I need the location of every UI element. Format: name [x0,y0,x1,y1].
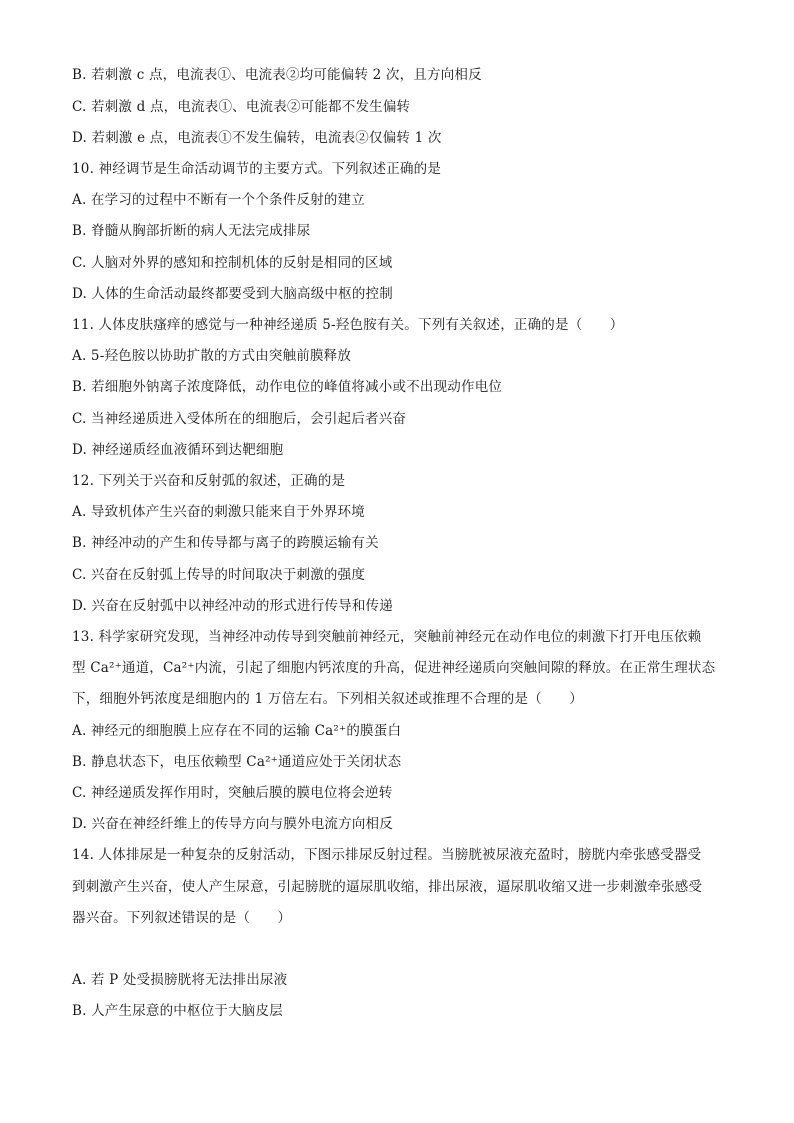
question-13-stem-line-3: 下，细胞外钙浓度是细胞内的 1 万倍左右。下列相关叙述或推理不合理的是（ ） [72,691,583,707]
question-10-option-b: B. 脊髓从胸部折断的病人无法完成排尿 [72,223,311,239]
question-12-option-c: C. 兴奋在反射弧上传导的时间取决于刺激的强度 [72,567,366,583]
question-9-option-c: C. 若刺激 d 点，电流表①、电流表②可能都不发生偏转 [72,99,411,115]
question-12-option-b: B. 神经冲动的产生和传导都与离子的跨膜运输有关 [72,535,379,551]
question-10-stem: 10. 神经调节是生命活动调节的主要方式。下列叙述正确的是 [72,161,442,177]
question-12-option-d: D. 兴奋在反射弧中以神经冲动的形式进行传导和传递 [72,598,393,614]
question-13-option-d: D. 兴奋在神经纤维上的传导方向与膜外电流方向相反 [72,816,393,832]
question-13-option-b: B. 静息状态下，电压依赖型 Ca²⁺通道应处于关闭状态 [72,754,402,770]
question-12-option-a: A. 导致机体产生兴奋的刺激只能来自于外界环境 [72,504,365,520]
question-13-stem-line-1: 13. 科学家研究发现，当神经冲动传导到突触前神经元，突触前神经元在动作电位的刺激下打开电压依赖 [72,629,702,645]
question-11-option-d: D. 神经递质经血液循环到达靶细胞 [72,442,284,458]
question-11-option-a: A. 5-羟色胺以协助扩散的方式由突触前膜释放 [72,348,352,364]
question-10-option-d: D. 人体的生命活动最终都要受到大脑高级中枢的控制 [72,286,393,302]
question-9-option-d: D. 若刺激 e 点，电流表①不发生偏转，电流表②仅偏转 1 次 [72,130,442,146]
question-14-option-b: B. 人产生尿意的中枢位于大脑皮层 [72,1003,283,1019]
question-9-option-b: B. 若刺激 c 点，电流表①、电流表②均可能偏转 2 次，且方向相反 [72,67,482,83]
question-11-stem: 11. 人体皮肤瘙痒的感觉与一种神经递质 5-羟色胺有关。下列有关叙述，正确的是（ ） [72,317,624,333]
question-14-stem-line-1: 14. 人体排尿是一种复杂的反射活动，下图示排尿反射过程。当膀胱被尿液充盈时，膀胱内牵张感受器受 [72,847,702,863]
question-14-stem-line-3: 器兴奋。下列叙述错误的是（ ） [72,910,292,926]
question-11-option-b: B. 若细胞外钠离子浓度降低，动作电位的峰值将减小或不出现动作电位 [72,379,503,395]
question-10-option-a: A. 在学习的过程中不断有一个个条件反射的建立 [72,192,365,208]
question-14-option-a: A. 若 P 处受损膀胱将无法排出尿液 [72,972,288,988]
question-14-stem-line-2: 到刺激产生兴奋，使人产生尿意，引起膀胱的逼尿肌收缩，排出尿液，逼尿肌收缩又进一步刺激牵张感受 [72,879,703,895]
question-13-option-a: A. 神经元的细胞膜上应存在不同的运输 Ca²⁺的膜蛋白 [72,723,402,739]
question-13-stem-line-2: 型 Ca²⁺通道，Ca²⁺内流，引起了细胞内钙浓度的升高，促进神经递质向突触间隙的释放。在正常生理状态 [72,660,716,676]
question-10-option-c: C. 人脑对外界的感知和控制机体的反射是相同的区域 [72,255,393,271]
question-13-option-c: C. 神经递质发挥作用时，突触后膜的膜电位将会逆转 [72,785,393,801]
question-12-stem: 12. 下列关于兴奋和反射弧的叙述，正确的是 [72,473,346,489]
question-11-option-c: C. 当神经递质进入受体所在的细胞后，会引起后者兴奋 [72,411,407,427]
